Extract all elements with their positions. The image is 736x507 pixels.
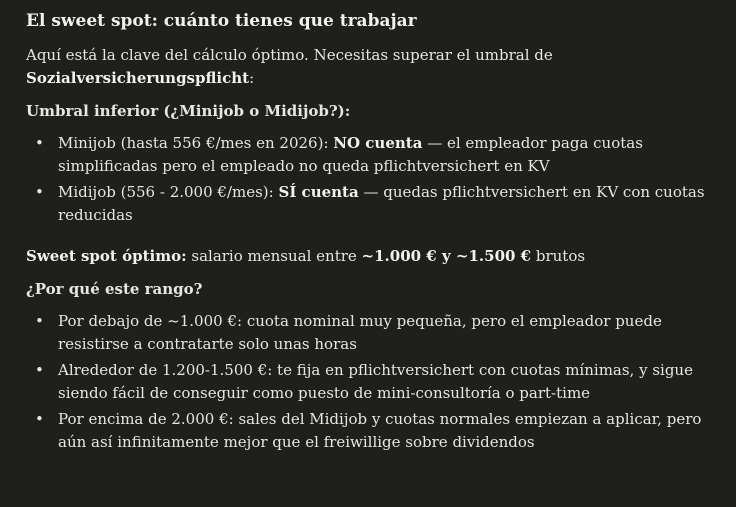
sweet-spot-label: Sweet spot óptimo: bbox=[26, 247, 187, 265]
bullet: • bbox=[35, 312, 44, 330]
item-text: Por debajo de ~1.000 €: cuota nominal muy pequeña, pero el empleador puede resistirse a contratarte solo unas horas bbox=[58, 312, 662, 353]
item-text: — el empleador paga cuotas simplificadas pero el empleado no queda pflichtversichert en KV bbox=[58, 134, 643, 175]
intro-end: : bbox=[249, 69, 255, 87]
sweet-spot-paragraph bbox=[26, 245, 710, 268]
item-bold: NO cuenta bbox=[333, 134, 423, 152]
list-item bbox=[26, 310, 710, 356]
bullet: • bbox=[35, 183, 44, 201]
bullet: • bbox=[35, 134, 44, 152]
item-text: Alrededor de 1.200-1.500 €: te fija en pflichtversichert con cuotas mínimas, y sigue siendo fácil de conseguir como puesto de mini-consultoría o part-time bbox=[58, 361, 693, 402]
bullet: • bbox=[35, 361, 44, 379]
item-text: Midijob (556 - 2.000 €/mes): bbox=[58, 183, 279, 201]
item-text: Minijob (hasta 556 €/mes en 2026): bbox=[58, 134, 334, 152]
item-text: — quedas pflichtversichert en KV con cuotas reducidas bbox=[58, 183, 705, 224]
sweet-spot-text: salario mensual entre bbox=[186, 247, 362, 265]
intro-paragraph bbox=[26, 44, 710, 90]
list-item bbox=[26, 132, 710, 178]
list-item bbox=[26, 408, 710, 454]
bullet: • bbox=[35, 410, 44, 428]
threshold-heading: Umbral inferior (¿Minijob o Midijob?): bbox=[26, 102, 351, 120]
item-text: Por encima de 2.000 €: sales del Midijob y cuotas normales empiezan a aplicar, pero aún así infinitamente mejor que el freiwillige sobre dividendos bbox=[58, 410, 702, 451]
why-list bbox=[26, 310, 710, 454]
sweet-spot-end: brutos bbox=[531, 247, 586, 265]
intro-text: Aquí está la clave del cálculo óptimo. Necesitas superar el umbral de bbox=[26, 46, 553, 64]
list-item bbox=[26, 359, 710, 405]
intro-bold-term: Sozialversicherungspflicht bbox=[26, 69, 250, 87]
sweet-spot-range: ~1.000 € y ~1.500 € bbox=[361, 247, 532, 265]
list-item bbox=[26, 181, 710, 227]
threshold-list bbox=[26, 132, 710, 227]
item-bold: SÍ cuenta bbox=[278, 183, 359, 201]
why-heading: ¿Por qué este rango? bbox=[26, 280, 203, 298]
section-title: El sweet spot: cuánto tienes que trabajar bbox=[26, 11, 417, 31]
